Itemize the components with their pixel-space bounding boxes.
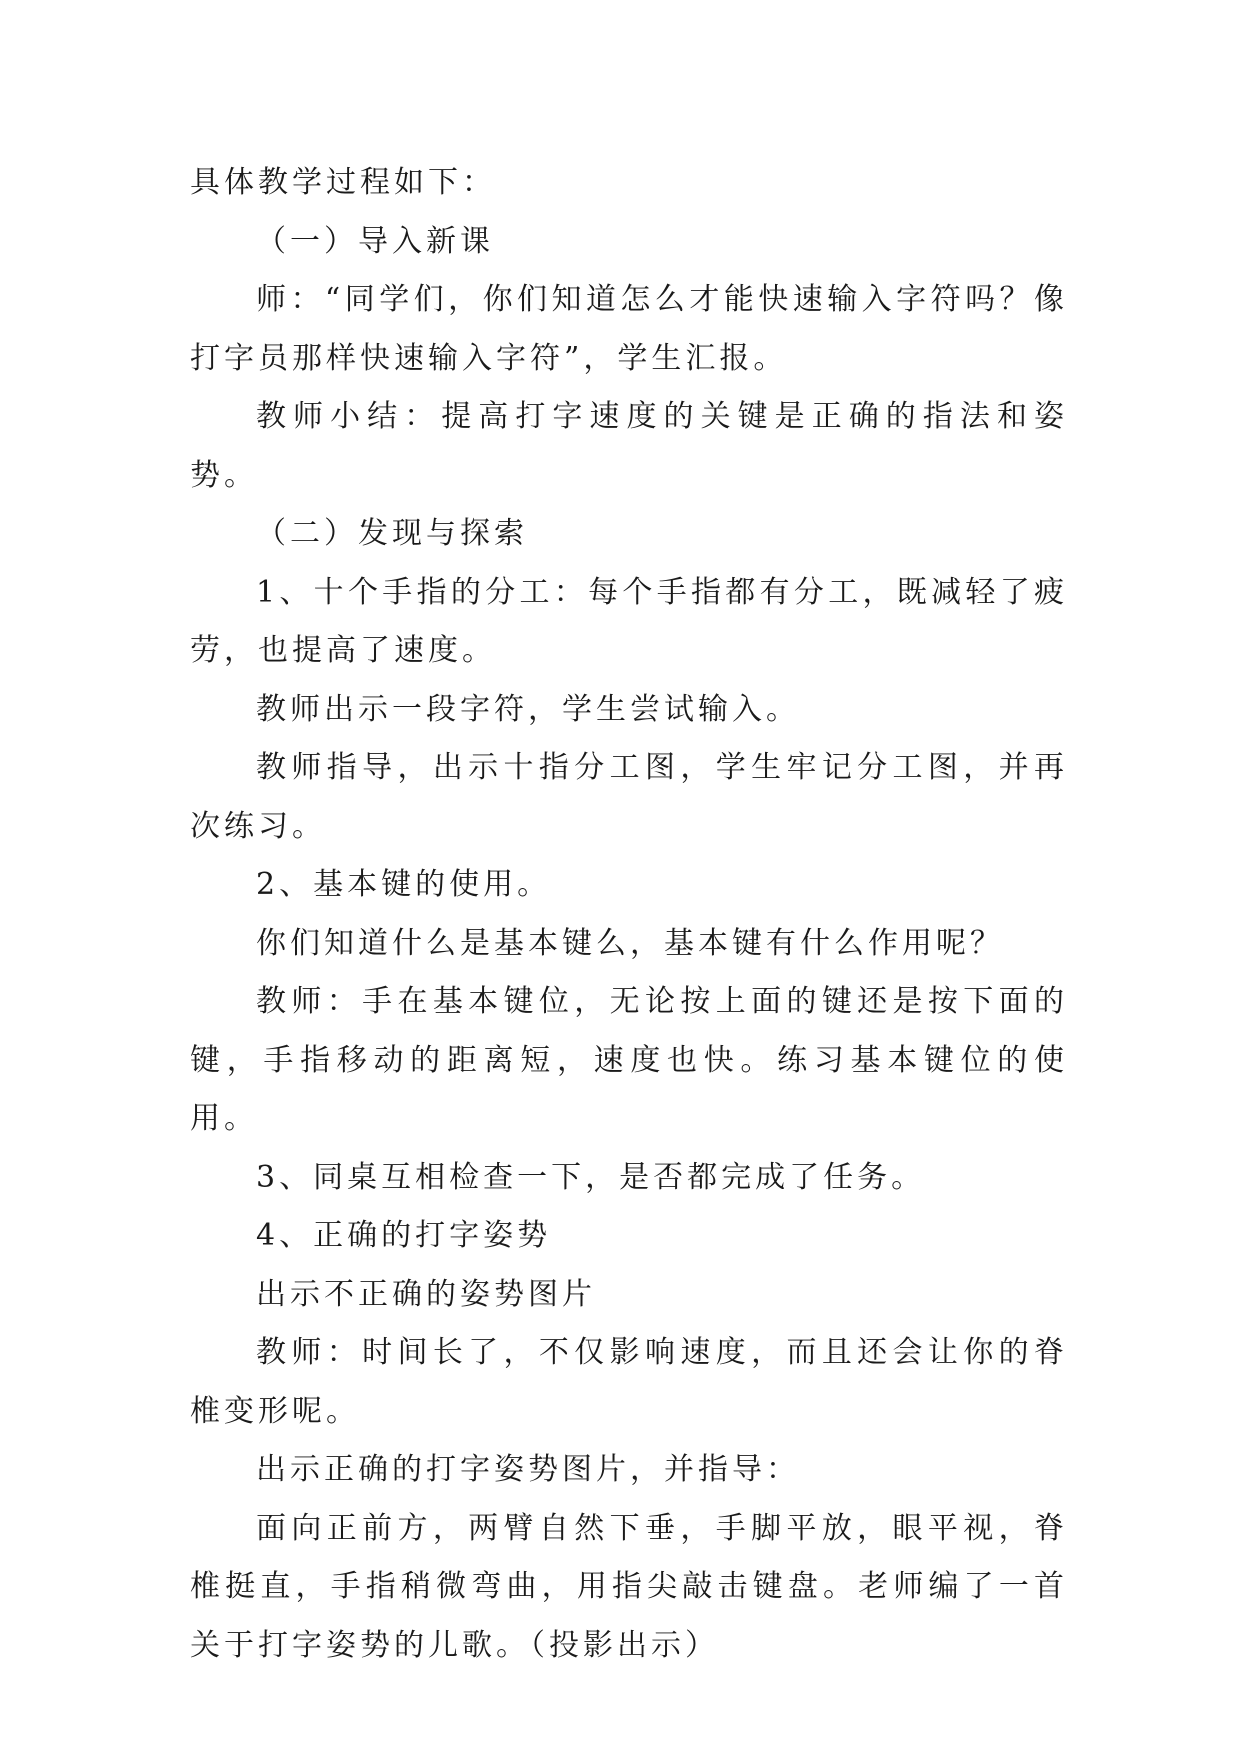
paragraph: 教师：时间长了，不仅影响速度，而且还会让你的脊椎变形呢。 [190, 1335, 1068, 1429]
paragraph: 1、十个手指的分工：每个手指都有分工，既减轻了疲劳，也提高了速度。 [190, 574, 1068, 668]
paragraph-intro: 具体教学过程如下： [190, 165, 496, 200]
paragraph: 出示不正确的姿势图片 [256, 1276, 596, 1312]
paragraph: 教师小结：提高打字速度的关键是正确的指法和姿势。 [190, 399, 1068, 493]
paragraph: 你们知道什么是基本键么，基本键有什么作用呢？ [256, 925, 1004, 961]
paragraph: 教师指导，出示十指分工图，学生牢记分工图，并再次练习。 [190, 750, 1068, 844]
section-heading-1: （一）导入新课 [256, 223, 494, 259]
paragraph: 2、基本键的使用。 [256, 867, 552, 902]
document-page [190, 154, 1068, 1675]
paragraph: 面向正前方，两臂自然下垂，手脚平放，眼平视，脊椎挺直，手指稍微弯曲，用指尖敲击键盘。老师编了一首关于打字姿势的儿歌。（投影出示） [190, 1510, 1068, 1663]
paragraph: 3、同桌互相检查一下，是否都完成了任务。 [256, 1159, 926, 1195]
paragraph: 4、正确的打字姿势 [256, 1218, 552, 1253]
paragraph: 出示正确的打字姿势图片，并指导： [256, 1452, 800, 1487]
paragraph: 教师出示一段字符，学生尝试输入。 [256, 691, 800, 727]
section-heading-2: （二）发现与探索 [256, 516, 528, 551]
paragraph: 教师：手在基本键位，无论按上面的键还是按下面的键，手指移动的距离短，速度也快。练习基本键位的使用。 [190, 984, 1068, 1136]
paragraph: 师：“同学们，你们知道怎么才能快速输入字符吗？像打字员那样快速输入字符”，学生汇报。 [190, 282, 1068, 376]
